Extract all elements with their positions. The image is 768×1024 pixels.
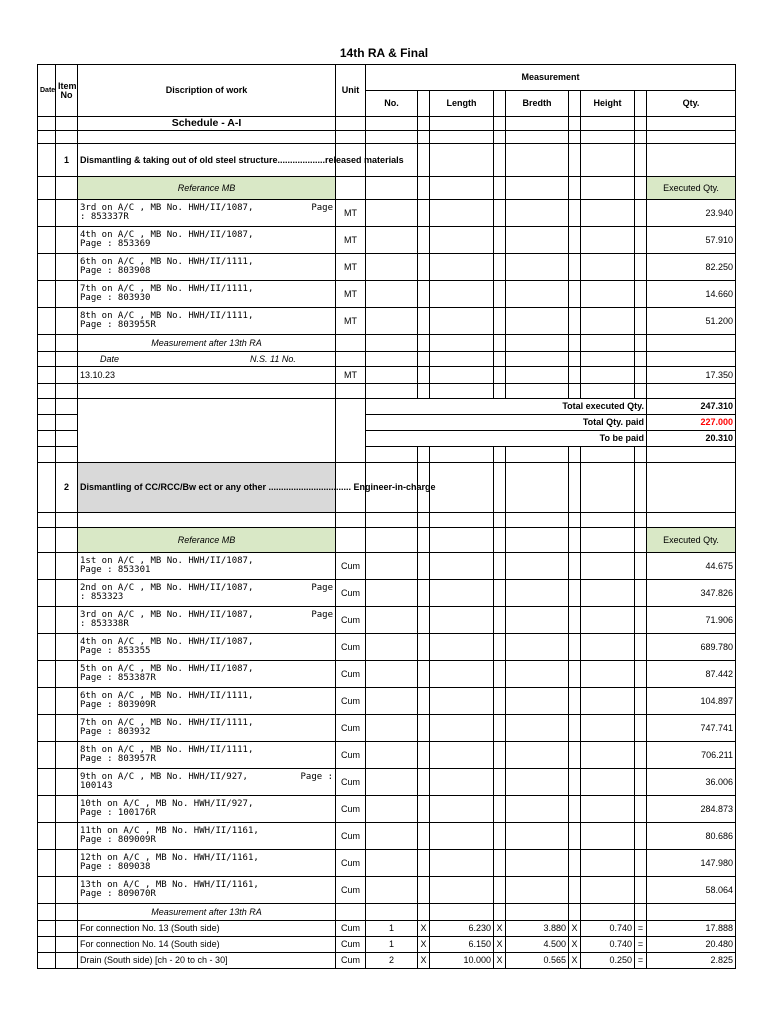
date-header: Date — [38, 65, 56, 117]
entry-description: 12th on A/C , MB No. HWH/II/1161, Page : 809038 — [78, 850, 336, 877]
entry-description: 1st on A/C , MB No. HWH/II/1087, Page : 853301 — [78, 553, 336, 580]
entry-description: 7th on A/C , MB No. HWH/II/1111, Page : 803930 — [78, 281, 336, 308]
total-paid-label: Total Qty. paid — [366, 415, 647, 431]
measurement-qty: 20.480 — [647, 937, 736, 953]
entry-unit: Cum — [336, 553, 366, 580]
no-header: No. — [366, 91, 418, 117]
entry-qty: 104.897 — [647, 688, 736, 715]
entry-qty: 747.741 — [647, 715, 736, 742]
measurement-no: 1 — [366, 921, 418, 937]
measurement-no: 1 — [366, 937, 418, 953]
measurement-description: For connection No. 14 (South side) — [78, 937, 336, 953]
entry-unit: Cum — [336, 580, 366, 607]
date-ns-row: Date N.S. 11 No. — [78, 352, 336, 367]
entry-description: 13th on A/C , MB No. HWH/II/1161, Page : 809070R — [78, 877, 336, 904]
entry-description: 11th on A/C , MB No. HWH/II/1161, Page : 809009R — [78, 823, 336, 850]
times-sign: X — [418, 921, 430, 937]
entry-unit: Cum — [336, 877, 366, 904]
measurement-height: 0.250 — [581, 953, 635, 969]
measurement-length: 10.000 — [430, 953, 494, 969]
description-header: Discription of work — [78, 65, 336, 117]
entry-qty: 284.873 — [647, 796, 736, 823]
entry-qty: 347.826 — [647, 580, 736, 607]
measurement-height: 0.740 — [581, 921, 635, 937]
entry-qty: 14.660 — [647, 281, 736, 308]
total-executed-value: 247.310 — [647, 399, 736, 415]
after-note: Measurement after 13th RA — [78, 335, 336, 352]
entry-description: 3rd on A/C , MB No. HWH/II/1087, Page : 853338R — [78, 607, 336, 634]
measurement-unit: Cum — [336, 953, 366, 969]
length-header: Length — [430, 91, 494, 117]
entry-description: 8th on A/C , MB No. HWH/II/1111, Page : 803955R — [78, 308, 336, 335]
measurement-height: 0.740 — [581, 937, 635, 953]
measurement-no: 2 — [366, 953, 418, 969]
height-header: Height — [581, 91, 635, 117]
entry-description: 5th on A/C , MB No. HWH/II/1087, Page : 853387R — [78, 661, 336, 688]
times-sign: X — [494, 921, 506, 937]
entry-unit: Cum — [336, 823, 366, 850]
entry-qty: 58.064 — [647, 877, 736, 904]
entry-unit: MT — [336, 281, 366, 308]
measurement-bredth: 3.880 — [506, 921, 569, 937]
item-number: 1 — [56, 144, 78, 177]
unit-header: Unit — [336, 65, 366, 117]
total-executed-label: Total executed Qty. — [366, 399, 647, 415]
schedule-label: Schedule - A-I — [78, 117, 336, 131]
entry-description: 8th on A/C , MB No. HWH/II/1111, Page : 803957R — [78, 742, 336, 769]
measurement-qty: 17.888 — [647, 921, 736, 937]
entry-qty: 689.780 — [647, 634, 736, 661]
date-qty: 17.350 — [647, 367, 736, 384]
reference-mb-label: Referance MB — [78, 528, 336, 553]
entry-qty: 51.200 — [647, 308, 736, 335]
times-sign: X — [418, 953, 430, 969]
measurement-description: For connection No. 13 (South side) — [78, 921, 336, 937]
total-paid-value: 227.000 — [647, 415, 736, 431]
entry-description: 2nd on A/C , MB No. HWH/II/1087, Page : 853323 — [78, 580, 336, 607]
entry-description: 6th on A/C , MB No. HWH/II/1111, Page : 803909R — [78, 688, 336, 715]
times-sign: X — [569, 921, 581, 937]
to-be-paid-value: 20.310 — [647, 431, 736, 447]
times-sign: X — [494, 953, 506, 969]
measurement-bredth: 0.565 — [506, 953, 569, 969]
entry-qty: 706.211 — [647, 742, 736, 769]
measurement-sheet — [37, 64, 736, 969]
page-title: 14th RA & Final — [339, 46, 429, 60]
entry-unit: Cum — [336, 769, 366, 796]
entry-unit: Cum — [336, 796, 366, 823]
measurement-length: 6.230 — [430, 921, 494, 937]
executed-qty-label: Executed Qty. — [647, 177, 736, 200]
entry-unit: MT — [336, 308, 366, 335]
equals-sign: = — [635, 953, 647, 969]
entry-description: 10th on A/C , MB No. HWH/II/927, Page : 100176R — [78, 796, 336, 823]
measurement-length: 6.150 — [430, 937, 494, 953]
entry-description: 4th on A/C , MB No. HWH/II/1087, Page : 853355 — [78, 634, 336, 661]
entry-qty: 80.686 — [647, 823, 736, 850]
entry-qty: 44.675 — [647, 553, 736, 580]
entry-qty: 36.006 — [647, 769, 736, 796]
times-sign: X — [569, 953, 581, 969]
entry-qty: 147.980 — [647, 850, 736, 877]
item-description: Dismantling & taking out of old steel structure...................released materials — [78, 144, 336, 177]
date-unit: MT — [336, 367, 366, 384]
executed-qty-label: Executed Qty. — [647, 528, 736, 553]
after-note: Measurement after 13th RA — [78, 904, 336, 921]
entry-unit: Cum — [336, 634, 366, 661]
entry-qty: 57.910 — [647, 227, 736, 254]
qty-header: Qty. — [647, 91, 736, 117]
measurement-unit: Cum — [336, 937, 366, 953]
entry-description: 6th on A/C , MB No. HWH/II/1111, Page : 803908 — [78, 254, 336, 281]
entry-unit: MT — [336, 200, 366, 227]
times-sign: X — [494, 937, 506, 953]
entry-qty: 82.250 — [647, 254, 736, 281]
item-description: Dismantling of CC/RCC/Bw ect or any other ................................. Engineer-in-charge — [78, 463, 336, 513]
equals-sign: = — [635, 937, 647, 953]
measurement-unit: Cum — [336, 921, 366, 937]
entry-qty: 71.906 — [647, 607, 736, 634]
equals-sign: = — [635, 921, 647, 937]
date-value: 13.10.23 — [78, 367, 336, 384]
entry-description: 3rd on A/C , MB No. HWH/II/1087, Page : 853337R — [78, 200, 336, 227]
to-be-paid-label: To be paid — [366, 431, 647, 447]
entry-qty: 87.442 — [647, 661, 736, 688]
times-sign: X — [569, 937, 581, 953]
measurement-header: Measurement — [366, 65, 736, 91]
entry-unit: Cum — [336, 850, 366, 877]
entry-unit: MT — [336, 227, 366, 254]
entry-description: 7th on A/C , MB No. HWH/II/1111, Page : 803932 — [78, 715, 336, 742]
entry-unit: Cum — [336, 607, 366, 634]
entry-unit: Cum — [336, 661, 366, 688]
bredth-header: Bredth — [506, 91, 569, 117]
measurement-bredth: 4.500 — [506, 937, 569, 953]
entry-description: 9th on A/C , MB No. HWH/II/927, Page : 100143 — [78, 769, 336, 796]
item-number: 2 — [56, 463, 78, 513]
entry-unit: MT — [336, 254, 366, 281]
measurement-qty: 2.825 — [647, 953, 736, 969]
times-sign: X — [418, 937, 430, 953]
entry-qty: 23.940 — [647, 200, 736, 227]
entry-unit: Cum — [336, 715, 366, 742]
entry-description: 4th on A/C , MB No. HWH/II/1087, Page : 853369 — [78, 227, 336, 254]
entry-unit: Cum — [336, 688, 366, 715]
measurement-description: Drain (South side) [ch - 20 to ch - 30] — [78, 953, 336, 969]
reference-mb-label: Referance MB — [78, 177, 336, 200]
entry-unit: Cum — [336, 742, 366, 769]
item-no-header: Item No — [56, 65, 78, 117]
